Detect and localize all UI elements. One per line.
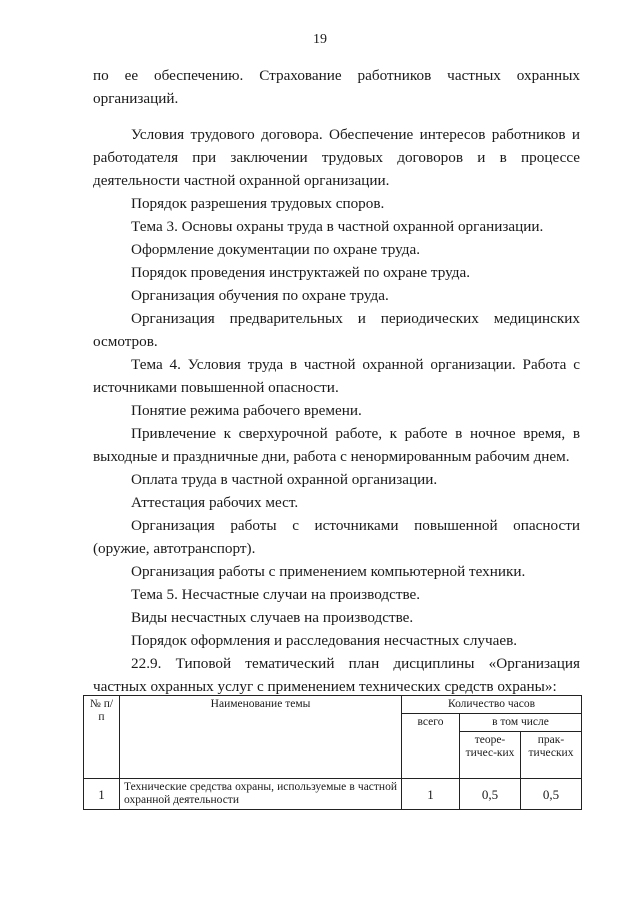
row-theory: 0,5: [460, 779, 521, 810]
paragraph: Виды несчастных случаев на производстве.: [131, 609, 414, 626]
header-topic-name: Наименование темы: [120, 696, 402, 779]
paragraph: по ее обеспечению. Страхование работников частных охранных организаций.: [93, 67, 580, 107]
row-topic-name: Технические средства охраны, используемые в частной охранной деятельности: [120, 779, 402, 810]
page-number: 19: [313, 32, 327, 47]
row-practice: 0,5: [521, 779, 582, 810]
paragraph: Оплата труда в частной охранной организации.: [131, 471, 438, 488]
paragraph: Организация обучения по охране труда.: [131, 287, 389, 304]
document-body: [93, 64, 580, 698]
section-heading: Тема 4. Условия труда в частной охранной организации. Работа с источниками повышенной опасности.: [93, 356, 580, 396]
paragraph: Аттестация рабочих мест.: [131, 494, 299, 511]
paragraph: Условия трудового договора. Обеспечение интересов работников и работодателя при заключении трудовых договоров и в процессе деятельности частной охранной организации.: [93, 126, 580, 189]
section-heading: Тема 3. Основы охраны труда в частной охранной организации.: [131, 218, 544, 235]
table-row: [84, 779, 582, 810]
paragraph: Понятие режима рабочего времени.: [131, 402, 362, 419]
paragraph: Привлечение к сверхурочной работе, к работе в ночное время, в выходные и праздничные дни, работа с ненормированным рабочим днем.: [93, 425, 580, 465]
plan-intro: 22.9. Типовой тематический план дисциплины «Организация частных охранных услуг с применением технических средств охраны»:: [93, 655, 580, 695]
paragraph: Оформление документации по охране труда.: [131, 241, 421, 258]
paragraph: Порядок оформления и расследования несчастных случаев.: [131, 632, 518, 649]
paragraph: Организация работы с источниками повышенной опасности (оружие, автотранспорт).: [93, 517, 580, 557]
header-num: № п/п: [84, 696, 120, 779]
row-total: 1: [402, 779, 460, 810]
row-num: 1: [84, 779, 120, 810]
paragraph: Порядок проведения инструктажей по охране труда.: [131, 264, 471, 281]
header-hours: Количество часов: [402, 696, 582, 714]
header-theory: теоре-тичес-ких: [460, 732, 521, 779]
header-including: в том числе: [460, 714, 582, 732]
section-heading: Тема 5. Несчастные случаи на производстве.: [131, 586, 421, 603]
paragraph: Порядок разрешения трудовых споров.: [131, 195, 385, 212]
paragraph: Организация работы с применением компьютерной техники.: [131, 563, 526, 580]
header-total: всего: [402, 714, 460, 779]
paragraph: Организация предварительных и периодических медицинских осмотров.: [93, 310, 580, 350]
thematic-plan-table: [83, 695, 582, 810]
header-practice: прак-тических: [521, 732, 582, 779]
